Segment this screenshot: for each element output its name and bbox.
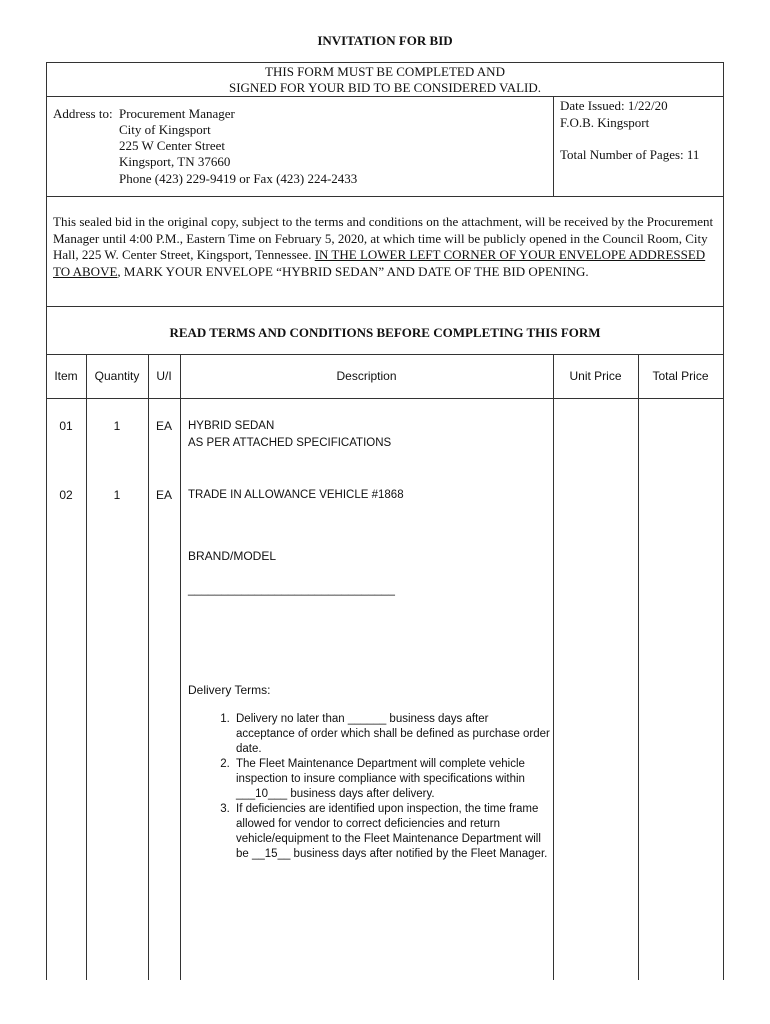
address-line: Kingsport, TN 37660: [119, 154, 231, 169]
brand-model-blank: _______________________________: [188, 582, 395, 596]
document-title: INVITATION FOR BID: [317, 33, 453, 48]
row-description-detail: AS PER ATTACHED SPECIFICATIONS: [188, 437, 392, 449]
notice-line-1: THIS FORM MUST BE COMPLETED AND: [265, 64, 505, 79]
address-line: 225 W Center Street: [119, 138, 226, 153]
col-line-desc: [553, 354, 554, 980]
col-line-qty: [148, 354, 149, 980]
header-unit: U/I: [156, 369, 172, 383]
col-line-unit: [180, 354, 181, 980]
frame-top: [46, 62, 724, 63]
row-quantity: 1: [113, 419, 121, 433]
delivery-terms-list: [188, 712, 550, 862]
row-description: TRADE IN ALLOWANCE VEHICLE #1868: [188, 489, 404, 501]
col-line-item: [86, 354, 87, 980]
row-quantity: 1: [113, 488, 121, 502]
delivery-terms-heading: Delivery Terms:: [188, 683, 271, 697]
date-issued: Date Issued: 1/22/20: [560, 98, 668, 113]
brand-model-label: BRAND/MODEL: [188, 549, 277, 563]
notice-line-2: SIGNED FOR YOUR BID TO BE CONSIDERED VALID.: [228, 80, 542, 95]
row-item: 02: [59, 488, 73, 502]
total-pages: Total Number of Pages: 11: [560, 147, 700, 162]
sealed-bid-paragraph: [53, 214, 719, 280]
frame-right: [723, 62, 724, 980]
delivery-term: 2. The Fleet Maintenance Department will complete vehicle inspection to insure compliance with specifications within ___10___ business days after delivery.: [233, 757, 550, 802]
row-item: 01: [59, 419, 73, 433]
divider-header: [46, 398, 724, 399]
sealed-bid-text-end: , MARK YOUR ENVELOPE “HYBRID SEDAN” AND DATE OF THE BID OPENING.: [117, 263, 589, 279]
sealed-bid-text: This sealed bid in the original copy, subject to the terms and conditions on the attachment, will be received by the Procurement Manager until 4:00 P.M., Eastern Time on February 5, 2020, at which time will be publicly opened in the Council Room, City Hall, 225 W. Center Street, Kingsport, Tennessee.: [53, 214, 714, 262]
read-terms-heading: READ TERMS AND CONDITIONS BEFORE COMPLETING THIS FORM: [169, 325, 601, 340]
header-total-price: Total Price: [652, 369, 709, 383]
header-description: Description: [336, 369, 397, 383]
divider-address-info: [553, 96, 554, 196]
delivery-term: 3. If deficiencies are identified upon inspection, the time frame allowed for vendor to correct deficiencies and return vehicle/equipment to the Fleet Maintenance Department will be __15__ business days after notified by the Fleet Manager.: [233, 802, 550, 862]
address-line: City of Kingsport: [119, 122, 211, 137]
divider-sealed: [46, 306, 724, 307]
header-unit-price: Unit Price: [569, 369, 622, 383]
divider-notice: [46, 96, 724, 97]
address-line: Phone (423) 229-9419 or Fax (423) 224-2433: [119, 171, 358, 186]
row-description: HYBRID SEDAN: [188, 420, 275, 432]
row-unit: EA: [155, 419, 172, 433]
col-line-unitprice: [638, 354, 639, 980]
row-unit: EA: [155, 488, 172, 502]
fob: F.O.B. Kingsport: [560, 115, 650, 130]
sealed-bid-underlined: IN THE LOWER LEFT CORNER OF YOUR ENVELOPE ADDRESSED TO ABOVE: [53, 247, 706, 279]
divider-address: [46, 196, 724, 197]
frame-left: [46, 62, 47, 980]
address-label: Address to:: [53, 106, 113, 121]
delivery-term: 1. Delivery no later than ______ business days after acceptance of order which shall be defined as purchase order date.: [233, 712, 550, 757]
header-item: Item: [54, 369, 78, 383]
header-quantity: Quantity: [94, 369, 140, 383]
address-line: Procurement Manager: [119, 106, 235, 121]
